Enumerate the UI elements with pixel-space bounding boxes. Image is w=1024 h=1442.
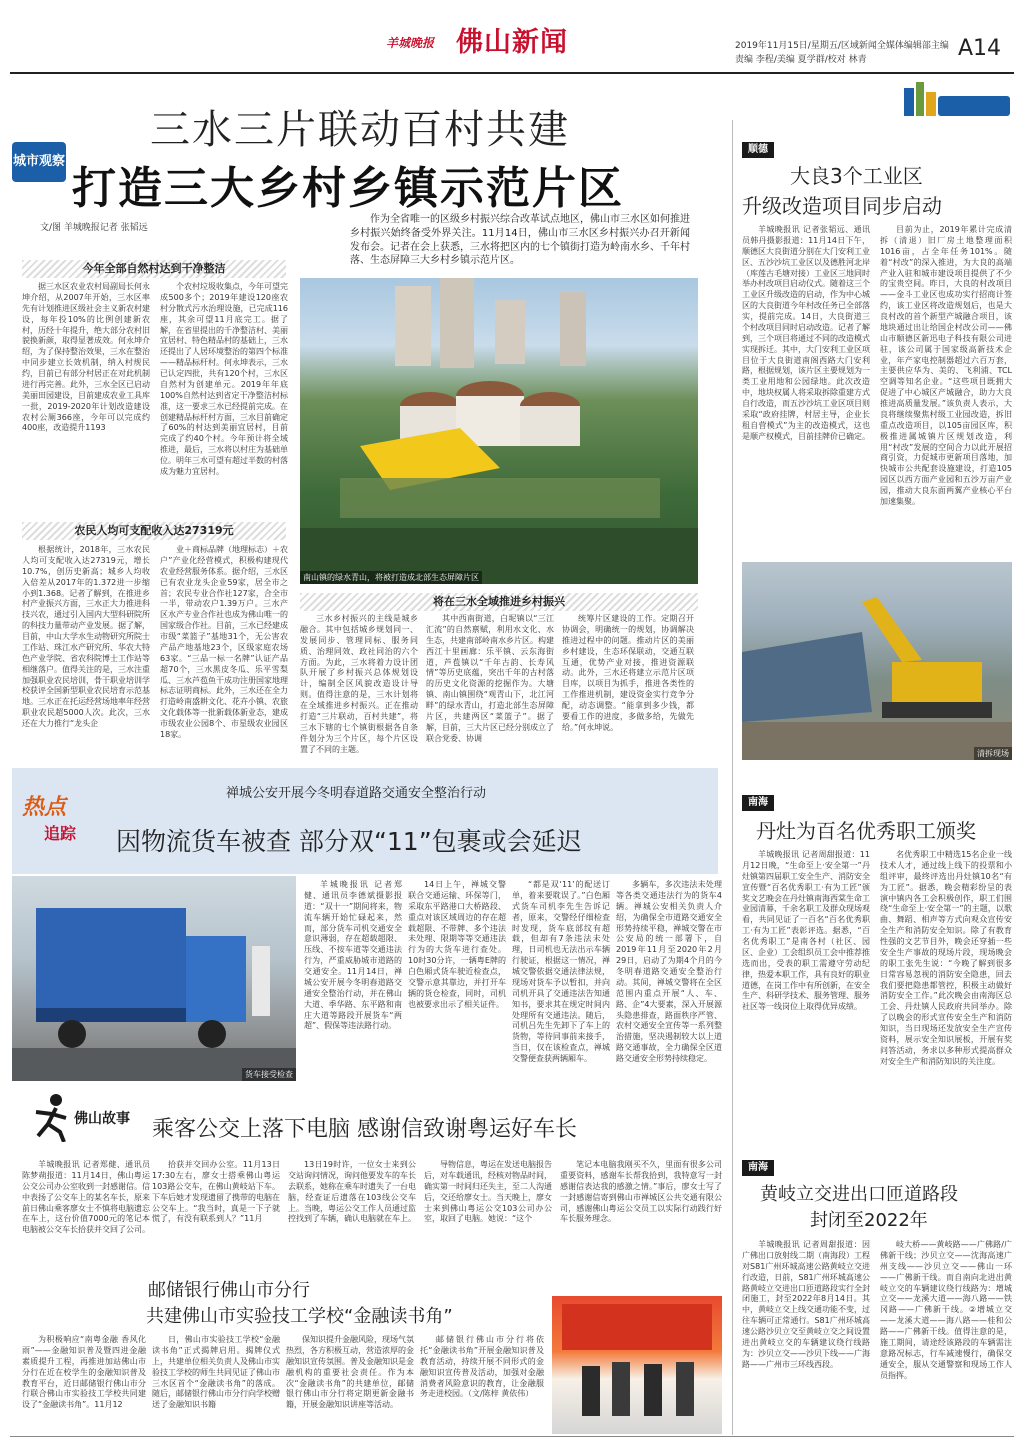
story-col-1b: 根据统计，2018年，三水农民人均可支配收入达27319元，增长10.7%，创历史新高；城乡人均收入倍差从2017年的1.372进一步缩小到1.368。记者了解到，在推进乡村产业振兴方面，三水正大力推进科技兴农，通过引入国内大型科研院所的科技力量带动产业发展。据了解，目前，中山大学水生动物研究所院士工作站、珠江水产研究所、华农大特色产业学院、省农科院博士工作站等相继落户。值得关注的是，三水注重加强职业农民培训，骨干职业培训学校获评全国新型职业农民培育示范基地。三水正在托运经营场地率年经营职业农民超5000人次。此次，三水还在大力推行“龙头企 [22,545,150,728]
right1-region-tag [742,137,774,158]
bottom3-col-d: 邮储银行佛山市分行将依托“金融读书角”开展金融知识普及教育活动，持续开展不同形式的金融知识宣传普及活动，加强对金融消费者风险意识的教育，让金融服务走进校园。（文/陈梓 黄依伟） [420,1335,544,1399]
newspaper-brand-logo: 羊城晚报 [386,36,435,50]
bottom2-title: 乘客公交上落下电脑 感谢信致谢粤运好车长 [152,1117,577,1142]
bottom-rule [10,1436,1014,1437]
main-photo-village [300,278,698,584]
bottom1-col-c: “都是双‘11’的配送订单，着来要耽误了。”白色厢式货车司机李先生告诉记者，原来，交警经仔细检查时发现，货车底部纹有超载，但却有7条违法未处理，日司机也无法出示车辆行驶证，根据这一情况，禅城交警依据交通法律法规，现场对货车予以暂扣，并向司机开具了交通违法告知通知书，要求其在规定时间内处理所有交通违法。随后，司机吕先生先卸下了车上的货物，等待同事前来接手，当日，仅在该检查点，禅城交警便查获两辆厢车。 [512,880,610,1063]
right1-col-a: 羊城晚报讯 记者张韬远、通讯员韩丹摄影报道：11月14日下午，顺德区大良街道分别在大门安利工业区、五沙沙坑工业区以及德胜河北岸（库莲古毛塘对接）工业区三地同时举办村改项目启动仪式。随着这三个工业区升级改造的启动，作为中心城区的大良街道今年村改任务已全部落实，提前完成。14日，大良街道三个村改项目同时启动改造。记者了解到，三个项目将通过不同的改造模式实现拆迁。其中，大门安利工业区项目位于大良街道南阁西路大门安利路，根据规划，该片区主要规划为一类工业用地和公园绿地。此次改造中，地块权属人将采取拆除重建方式自行改造，而五沙沙坑工业区项目则采取“政府挂牌，村居主导，企业长租自营模式”为主的改造模式，这也是顺产权模式，目前挂牌价已确定。 [742,225,870,441]
bottom2-col-d: 导物信息，粤运在发送电脑报告后，对车载通讯，经核对物品时间，确实第一时间归还失主，至二人沟通后，交还给廖女士。当天晚上，廖女士来到佛山粤运公交103公司办公室，取回了电脑。她说：“这个 [424,1160,552,1224]
editors-line: 责编 李程/美编 夏学群/校对 林青 [735,55,867,65]
bottom2-col-a: 羊城晚报讯 记者郑健、通讯员陈梦蒴报道：11月14日，佛山粤运公交公司办公室收到一封感谢信。信中表扬了公交车上的某名车长，原来前日佛山乘客廖女士不慎将电脑遗忘在车上，这台价值7000元的笔记本电脑被公交车长拾获并交回了公司。 [22,1160,150,1235]
excavator-illustration [742,562,1012,760]
section-badge: 城市观察 [12,142,66,182]
hot-badge-sub: 追踪 [44,824,77,843]
right2-col-b: 名优秀职工中精选15名企业一线技术人才，通过线上线下的投票和小组评审，最终评选出丹灶镇10名“有为工匠”。据悉，晚会精彩纷呈的表演中镇内各工会积极创作，职工们围绕“生命至上·安全第一”的主题，以歌曲、舞蹈、相声等方式向观众宣传安全生产和消防安全知识。除了有教育性强的文艺节目外，晚会还穿插一些安全生产事故的现场片段，现场晚会的职工张先生说：“今晚了解到很多日常容易忽视的消防安全隐患，回去我们要把隐患都管控，积极主动做好消防安全工作。”此次晚会由南海区总工会、丹灶镇人民政府共同举办。除了以晚会的形式宣传安全生产和消防知识，当日现场还发放安全生产宣传资料，展示安全知识展板，开展有奖问答活动，务求以多种形式提高群众对安全生产和消防知识的关注度。 [880,850,1012,1066]
bottom1-photo-caption: 货车接受检查 [242,1068,296,1081]
bottom3-title-line1: 邮储银行佛山市分行 [148,1280,310,1301]
main-lede: 作为全省唯一的区级乡村振兴综合改革试点地区，佛山市三水区如何推进乡村振兴始终备受外界关注。11月14日，佛山市三水区乡村振兴办召开新闻发布会。记者在会上获悉，三水将把区内的七个镇街打造为岭南水乡、千年村落、生态屏障三大乡村乡镇示范片区。 [350,214,690,267]
subhead-clean-villages: 今年全部自然村达到干净整洁 [22,260,286,278]
bottom1-col-d: 多辆车，多次违法未处理等各类交通违法行为的货车4辆。禅城公安相关负责人介绍，为确保全市道路交通安全形势持续平稳，禅城交警在市公安局的统一部署下，自2019年11月至2020年2月29日，启动了为期4个月的今冬明春道路交通安全整治行动。其间，禅城交警将在全区范围内重点开展“人、车、路、企”4大要素，深入开展源头隐患排查，路面秩序严管、农村交通安全宣传等一系列整治措施，坚决遏制较大以上道路交通事故，全力确保全区道路交通安全形势持续稳定。 [616,880,722,1063]
right1-photo-demolition [742,562,1012,760]
main-title-line2: 打造三大乡村乡镇示范片区 [72,163,624,214]
subhead-income: 农民人均可支配收入达27319元 [22,522,286,540]
right3-col-a: 羊城晚报讯 记者周甜报道：因广佛出口放射线二期（南海段）工程对S81广州环城高速公路黄岐立交进行改造，日前，S81广州环城高速公路黄岐立交进出口匝道路段实行全封闭施工，封至2022年8月14日。其中，黄岐立交上线交通功能不变，过往车辆可正常通行。S81广州环城高速公路沙贝立交至黄岐立交之间设置进出黄岐立交的车辆建议绕行线路为：沙贝立交——沙贝下线——广海路——广州市三环线西段。 [742,1240,870,1369]
bottom3-col-b: 日，佛山市实验技工学校“金融读书角”正式揭牌启用。揭牌仪式上，共建单位相关负责人及佛山市实验技工学校的师生共同见证了佛山市三水区首个“金融读书角”的落成。随后，邮储银行佛山市分行向学校赠送了金融知识书籍 [152,1335,280,1410]
region-label: 南海 [742,1160,774,1176]
section-logo: 佛山新闻 [456,27,568,58]
village-illustration [300,278,698,584]
story-col-2a: 个农村垃圾收集点，今年可望完成500多个；2019年建设120座农村分散式污水治理设施，已完成116座，其余可望11月底完工。据了解，在省里提出的千净整洁村、美丽宜居村、特色精品村的基础上，三水还提出了人居环境整治的第四个标准——精品标杆村。何永坤表示，三水已认定四批，共有120个村，三水区自然村为创建单元。2019年年底100%自然村达到省定干净整洁村标准，这一要求三水已经提前完成。在创建精品标杆村方面，三水目前确定了60%的村达到美丽宜居村，目前完成了约40个村。今年预计将全域推进，最后，三水将以村庄为基础单位。明年三水可望有超过半数的村落成为魅力宜居村。 [160,282,288,476]
right3-col-b: 岐大桥——黄岐路——广佛路/广佛新干线；沙贝立交——沈海高速广州支线——沙贝立交——佛山一环——广佛新干线。而自南向北进出黄岐立交的车辆建议绕行线路为：增城立交——龙溪大道——海八路——铁冈路——广佛新干线。②增城立交——龙溪大道——海八路——桂和公路——广佛新干线。值得注意的是，施工期间，请途经该路段的车辆需注意路况标志，行车减速慢行，确保交通安全，服从交通警察和现场工作人员指挥。 [880,1240,1012,1380]
masthead [0,0,1024,72]
story-col-2b: 业＋商标品牌（地理标志）＋农户”产业化经营模式，积极构建现代农业经营服务体系。据介绍，三水区已有农业龙头企业59家，居全市之首；农民专业合作社127家，合全市一半，带动农户1.39万户。三水产区水产专业合作社也成为佛山唯一的国家级合作社。目前，三水已经建成市级“菜篮子”基地31个，无公害农产品产地基地23个，区级家庭农场63家。“三品一标一名牌”认证产品超70个，三水黑皮冬瓜、乐平雪梨瓜、三水芦苞鱼干成功注册国家地理标志证明商标。此外，三水还在全力打造岭南盛耕文化、花卉小镇、农旅文化载体等一批新载体新业态，建成市级农业公园8个、市星级农业园区18家。 [160,545,288,739]
right3-region-tag [742,1155,774,1176]
bottom3-title-line2: 共建佛山市实验技工学校“金融读书角” [146,1306,453,1327]
bottom3-col-a: 为积极响应“南粤金融 香风化雨”——金融知识普及暨四进金融素质提升工程，再推进加站佛山市分行在近在校学生的金融知识普及教育平台，近日邮储银行佛山市分行联合佛山市实验技工学校共同建设了“金融读书角”。11月12 [22,1335,146,1410]
right1-col-b: 目前为止，2019年累计完成清拆（清退）旧厂房土地整理面积1016亩，占全年任务101%。随着“村改”的深入推进，为大良的高端产业入驻和城市建设项目提供了不少的宝贵空间。昨日，大良的村改项目——金斗工业区也成功实行招商计签约，该工业区将改造规划后，也是大良村改的首个新型产城融合项目，该地块通过出让给国企村改公司——佛山市顺德区新迅电子科技有限公司进驻，该公司属于国家级高新技术企业，年产家电控制器超过六百万套，主要供应华为、美的、飞利浦、TCL 空调等知名企业。“这些项目既拥大促进了中心城区产城融合，助力大良推进高质量发展。”该负责人表示，大良将继续聚焦村级工业园改造，拆旧重点改造项目，以105亩园区库，积极推进属城镇片区规划改造，利用“村改”发展的空间合力以此开展招商引资，力促城市更新项目落地，加快城市公共配套设施建设，打造105园区以西方面产业园和五沙万亩产业园，推动大良东面两翼产业核心平台加速集聚。 [880,225,1012,506]
right3-title-line2: 封闭至2022年 [810,1210,928,1231]
right2-title: 丹灶为百名优秀职工颁奖 [756,819,976,843]
hot-badge-main: 热点 [22,795,67,820]
bottom3-col-c: 保知识提升金融风险，现场气氛热烈，各方积极互动，营造浓厚的金融知识宣传氛围。普及金融知识是金融机构的重要社会责任。作为本次“金融读书角”的共建单位，邮储银行佛山市分行将定期更新金融书籍，开展金融知识讲座等活动。 [286,1335,414,1410]
city-observation-graphic [900,78,1012,118]
right2-col-a: 羊城晚报讯 记者周甜报道：11月12日晚，“生命至上·安全第一”丹灶镇第四届职工安全生产、消防安全宣传暨“百名优秀职工·有为工匠”颁奖文艺晚会在丹灶镇南海西棠生命工业园清幕，千余名职工及群众现场观看，共同见证了一百名“百名优秀职工·有为工匠”表彰评选。据悉，“百名优秀职工”是南各村（社区、园区、企业）工会组织员工会中推荐推选而出，受表的职工需遵守劳动纪律，热爱本职工作，具有良好的职业道德，在岗工作中有所创新，在安全生产、科研学技术、服务管理、服务社区等一线岗位上取得优异成绩。 [742,850,870,1012]
bottom1-photo-truck [12,876,296,1081]
main-title-line1: 三水三片联动百村共建 [150,107,570,153]
bottom3-photo-ceremony [552,1296,722,1434]
bottom1-col-a: 羊城晚报讯 记者郑健、通讯员李德斌摄影报道：“双十一”期间将来，物流车辆开始忙碌起来，然而，部分货车司机交通安全意识薄弱，存在超载超限、压线、不按车道等交通违法行为，严重威胁城市道路的交通安全。11月14日，禅城公安开展今冬明春道路交通安全整治行动，并在佛山大道、季华路、东平路和南庄大道等路段开展货车“两超”、假保等违法路行动。 [304,880,402,1031]
right1-photo-caption: 清拆现场 [974,747,1012,760]
bottom2-col-c: 13日19时许，一位女士来到公交站询问情况，询问他要发车的车长去联系，她称在乘车时遗失了一台电脑，经查证后遗落在103线公交车上。当晚，粤运公交工作人员通过监控找到了车辆，确认电脑就在车上。 [288,1160,416,1224]
right2-region-tag [742,790,774,811]
story-col-1a: 据三水区农业农村局副局长何永坤介绍，从2007年开始，三水区率先有计划推进区级社会主义新农村建设，每年投10%的比例创建新农村，历经十年提升，绝大部分农村旧貌换新颜，取得显著成效。何永坤介绍，为了保持整治效果，三水在整治中同步建立长效机制，纳入村规民约，目前已有部分村居正在对此机制进行再完善。此外，三水全区已启动美丽田园建设，目前建成农业工具库一批，2019-2020年计划改造建设农村公厕366座，今年可以完成约400座，改造提升1193 [22,282,150,433]
header-rule [10,72,1014,74]
bottom1-title: 因物流货车被查 部分双“11”包裹或会延迟 [116,827,582,856]
story-col-3: 三水乡村振兴的主线是城乡融合。其中包括城乡规划同一、发展同步、管理同标、服务同质、治理同效、政社同治的六个方面。为此，三水将着力设计团队开展了乡村振兴总体规划设计，编制全区风貌改造设计导则。值得注意的是，三水计划将在全域推进乡村振兴。正在推动打造“三片联动，百村共建”，将三水下辖的七个镇街根据各自条件划分为三个片区，每个片区设置了不同的主题。 [300,614,418,754]
bottom1-col-b: 14日上午，禅城交警联合交通运输、环保等门，采取东平路港口大桥路段、重点对该区域周边的存在超载超限、不带牌、多个违法未处理、限期等等交通违法行为的大货车进行查处。10时30分许，一辆粤E牌的白色厢式货车驶近检查点，交警示意其靠边，并打开车辆的货仓检查，同时，司机也被要求出示了相关证件。 [408,880,506,1009]
ceremony-illustration [552,1296,722,1434]
page-number: A14 [958,36,1002,61]
bottom2-col-e: 笔记本电脑我刚买不久，里面有很多公司重要资料，感谢车长帮我拾到，我特意写一封感谢信表达我的感激之情。”事后，廖女士写了一封感谢信寄到佛山市禅城区公共交通有限公司，感谢佛山粤运公交员工以实际行动践行好车长服务理念。 [560,1160,722,1224]
bottom2-col-b: 拾获并交回办公室。11月13日17:30左右，廖女士搭乘佛山粤运103路公交车，在佛山黄岐站下车。下车后她才发现遗留了携带的电脑在公交车上。“我当时，真是一下子就慌了，有没有联系到人？”11月 [152,1160,280,1224]
right1-title-line2: 升级改造项目同步启动 [742,194,942,218]
story-col-4: 其中西南街道，白坭镇以“三江汇流”的自然禀赋，利用水文化、水生态，共建南部岭南水乡片区。构建西江十里画廊：乐平镇、云东海街道，芦苞镇以“千年古韵、长寿风情”等历史底蕴，突出千年的古村落的历史文化资源的挖掘作为。大塘镇、南山镇围绕“观青山下，北江河畔”的绿水青山，打造北部生态屏障片区，共建两区“菜篮子”。据了解，目前，三大片区已经分别成立了联合党委、协调 [426,614,554,743]
right3-title-line1: 黄岐立交进出口匝道路段 [760,1184,958,1205]
right1-title-line1: 大良3个工业区 [790,164,923,188]
story-col-5: 统筹片区建设的工作。定期召开协调会，明确统一的规划，协调解决推进过程中的问题。推动片区的美丽乡村建设，生态环保联动，交通互联互通，优势产业对接，推进资源联动。此外，三水还将建立示范片区项目库，以项目为抓手，推进各类性的工作推进机制，建设资金实行竞争分配，动态调整。“能拿到多少钱，都要看工作的进度，多做多给，先做先给。”何永坤说。 [562,614,694,732]
hot-topic-badge [22,790,102,856]
region-label: 南海 [742,795,774,811]
date-line: 2019年11月15日/星期五/区域新闻全媒体编辑部主编 [735,41,949,51]
foshan-story-label: 佛山故事 [74,1111,130,1127]
subhead-full-region: 将在三水全域推进乡村振兴 [300,593,698,611]
main-byline: 文/图 羊城晚报记者 张韬远 [40,223,148,233]
region-label: 顺德 [742,142,774,158]
truck-illustration [12,876,296,1081]
running-figure-icon [30,1092,74,1142]
column-divider [732,120,733,1435]
main-photo-caption: 南山镇的绿水青山，将被打造成北部生态屏障片区 [300,571,482,584]
city-skyline-icon [900,78,1012,118]
foshan-story-badge [30,1092,134,1152]
bottom1-kicker: 禅城公安开展今冬明春道路交通安全整治行动 [226,786,487,801]
